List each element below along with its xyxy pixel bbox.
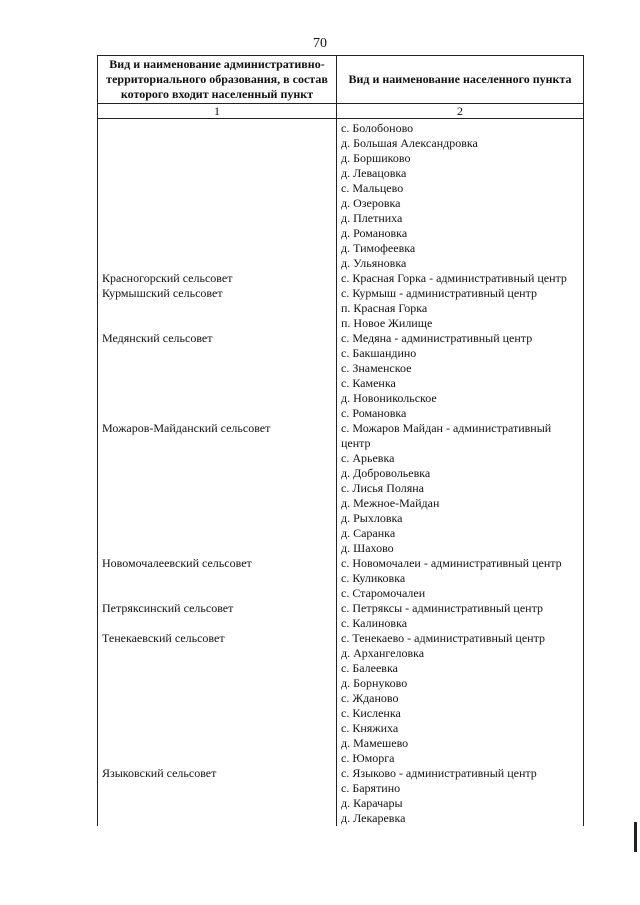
settlement-entry: с. Курмыш - административный центр [341,286,537,300]
settlement-entry: п. Новое Жилище [341,316,433,330]
settlement-entry: д. Архангеловка [341,646,425,660]
scan-edge-mark [634,822,637,852]
settlement-entry: с. Куликовка [341,571,406,585]
settlement-entry: с. Арьевка [341,451,395,465]
settlements-table-container [97,55,583,826]
settlement-entry: д. Рыхловка [341,511,403,525]
area-group [102,556,332,601]
settlement-entry: с. Кисленка [341,706,401,720]
settlement-entry: с. Юморга [341,751,395,765]
settlement-entry: д. Левацовка [341,166,407,180]
settlement-entry: с. Медяна - административный центр [341,331,533,345]
settlement-entry: с. Мальцево [341,181,404,195]
area-group [102,286,332,331]
settlement-column [337,119,584,827]
settlement-group [341,286,579,331]
settlement-entry: с. Жданово [341,691,399,705]
settlement-entry: с. Старомочалеи [341,586,426,600]
settlement-group [341,121,579,271]
area-name [102,121,332,136]
column-number-2: 2 [337,104,584,119]
settlement-entry: д. Мамешево [341,736,409,750]
area-group [102,121,332,271]
settlement-entry: д. Карачары [341,796,403,810]
settlement-entry: п. Красная Горка [341,301,428,315]
area-group [102,766,332,826]
column-number-1: 1 [98,104,337,119]
column-header-area: Вид и наименование административно-территориального образования, в состав которого входит населенный пункт [98,56,337,104]
area-group [102,601,332,631]
settlement-entry: с. Лисья Поляна [341,481,424,495]
settlement-entry: д. Ульяновка [341,256,407,270]
area-name: Курмышский сельсовет [102,286,223,300]
area-group [102,631,332,766]
settlement-entry: д. Боршиково [341,151,411,165]
settlement-entry: д. Саранка [341,526,396,540]
area-group [102,421,332,556]
settlement-entry: с. Можаров Майдан - административный центр [341,421,552,450]
area-column [98,119,337,827]
settlement-entry: с. Языково - административный центр [341,766,537,780]
settlement-entry: с. Тенекаево - административный центр [341,631,545,645]
area-name: Петряксинский сельсовет [102,601,234,615]
settlement-entry: с. Знаменское [341,361,412,375]
settlement-entry: с. Романовка [341,406,407,420]
settlement-entry: д. Шахово [341,541,394,555]
settlement-entry: с. Новомочалеи - административный центр [341,556,562,570]
area-name: Тенекаевский сельсовет [102,631,225,645]
settlement-entry: д. Тимофеевка [341,241,416,255]
settlement-entry: д. Большая Александровка [341,136,478,150]
settlement-entry: д. Романовка [341,226,408,240]
settlement-entry: с. Красная Горка - административный центр [341,271,567,285]
settlement-group [341,601,579,631]
settlement-entry: д. Борнуково [341,676,408,690]
settlement-group [341,631,579,766]
settlement-group [341,331,579,421]
settlement-entry: с. Болобоново [341,121,414,135]
area-group [102,271,332,286]
area-name: Можаров-Майданский сельсовет [102,421,271,435]
settlement-entry: с. Княжиха [341,721,399,735]
table-body-row [98,119,584,827]
column-header-settlement: Вид и наименование населенного пункта [337,56,584,104]
settlements-table [97,55,584,826]
settlement-entry: д. Лекаревка [341,811,406,825]
settlement-group [341,271,579,286]
area-name: Красногорский сельсовет [102,271,233,285]
area-name: Медянский сельсовет [102,331,213,345]
page-number: 70 [313,36,327,51]
area-name: Новомочалеевский сельсовет [102,556,252,570]
settlement-entry: с. Петряксы - административный центр [341,601,543,615]
settlement-entry: с. Каменка [341,376,396,390]
settlement-group [341,421,579,556]
settlement-entry: д. Плетниха [341,211,403,225]
settlement-entry: д. Озеровка [341,196,401,210]
settlement-entry: с. Калиновка [341,616,408,630]
settlement-entry: с. Балеевка [341,661,398,675]
settlement-entry: с. Барятино [341,781,401,795]
settlement-entry: д. Добровольевка [341,466,431,480]
area-group [102,331,332,421]
settlement-group [341,556,579,601]
area-name: Языковский сельсовет [102,766,217,780]
settlement-entry: д. Новоникольское [341,391,437,405]
settlement-entry: с. Бакшандино [341,346,417,360]
settlement-entry: д. Межное-Майдан [341,496,440,510]
settlement-group [341,766,579,826]
